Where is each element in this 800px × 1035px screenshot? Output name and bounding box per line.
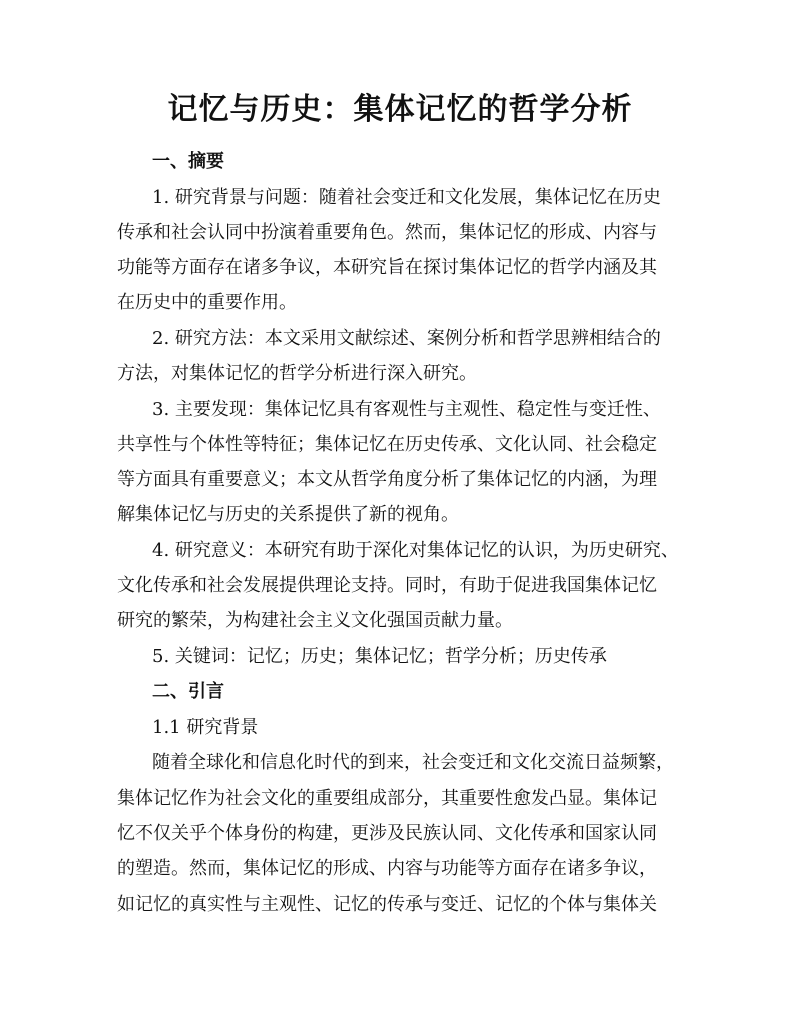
abstract-item-1-line: 1. 研究背景与问题：随着社会变迁和文化发展，集体记忆在历史 [152,187,661,208]
section-heading-introduction: 二、引言 [152,681,224,702]
abstract-item-2-line: 2. 研究方法：本文采用文献综述、案例分析和哲学思辨相结合的 [152,328,661,349]
abstract-item-4-line: 研究的繁荣，为构建社会主义文化强国贡献力量。 [117,610,513,631]
abstract-item-2-line: 方法，对集体记忆的哲学分析进行深入研究。 [117,363,477,384]
document-title: 记忆与历史：集体记忆的哲学分析 [167,92,633,127]
abstract-item-1-line: 传承和社会认同中扮演着重要角色。然而，集体记忆的形成、内容与 [117,222,657,243]
intro-paragraph-line: 随着全球化和信息化时代的到来，社会变迁和文化交流日益频繁， [152,752,674,773]
intro-paragraph-line: 如记忆的真实性与主观性、记忆的传承与变迁、记忆的个体与集体关 [117,894,657,915]
intro-paragraph-line: 忆不仅关乎个体身份的构建，更涉及民族认同、文化传承和国家认同 [117,823,657,844]
subsection-heading-background: 1.1 研究背景 [152,717,259,738]
abstract-item-1-line: 在历史中的重要作用。 [117,292,297,313]
section-heading-abstract: 一、摘要 [152,151,224,172]
intro-paragraph-line: 集体记忆作为社会文化的重要组成部分，其重要性愈发凸显。集体记 [117,788,657,809]
abstract-item-3-line: 解集体记忆与历史的关系提供了新的视角。 [117,504,459,525]
abstract-item-4-line: 文化传承和社会发展提供理论支持。同时，有助于促进我国集体记忆 [117,575,657,596]
abstract-item-3-line: 等方面具有重要意义；本文从哲学角度分析了集体记忆的内涵，为理 [117,469,657,490]
abstract-item-1-line: 功能等方面存在诸多争议，本研究旨在探讨集体记忆的哲学内涵及其 [117,257,657,278]
abstract-item-3-line: 3. 主要发现：集体记忆具有客观性与主观性、稳定性与变迁性、 [152,399,661,420]
intro-paragraph-line: 的塑造。然而，集体记忆的形成、内容与功能等方面存在诸多争议， [117,858,657,879]
abstract-item-3-line: 共享性与个体性等特征；集体记忆在历史传承、文化认同、社会稳定 [117,434,657,455]
abstract-item-4-line: 4. 研究意义：本研究有助于深化对集体记忆的认识，为历史研究、 [152,540,679,561]
abstract-keywords-line: 5. 关键词：记忆；历史；集体记忆；哲学分析；历史传承 [152,646,607,667]
